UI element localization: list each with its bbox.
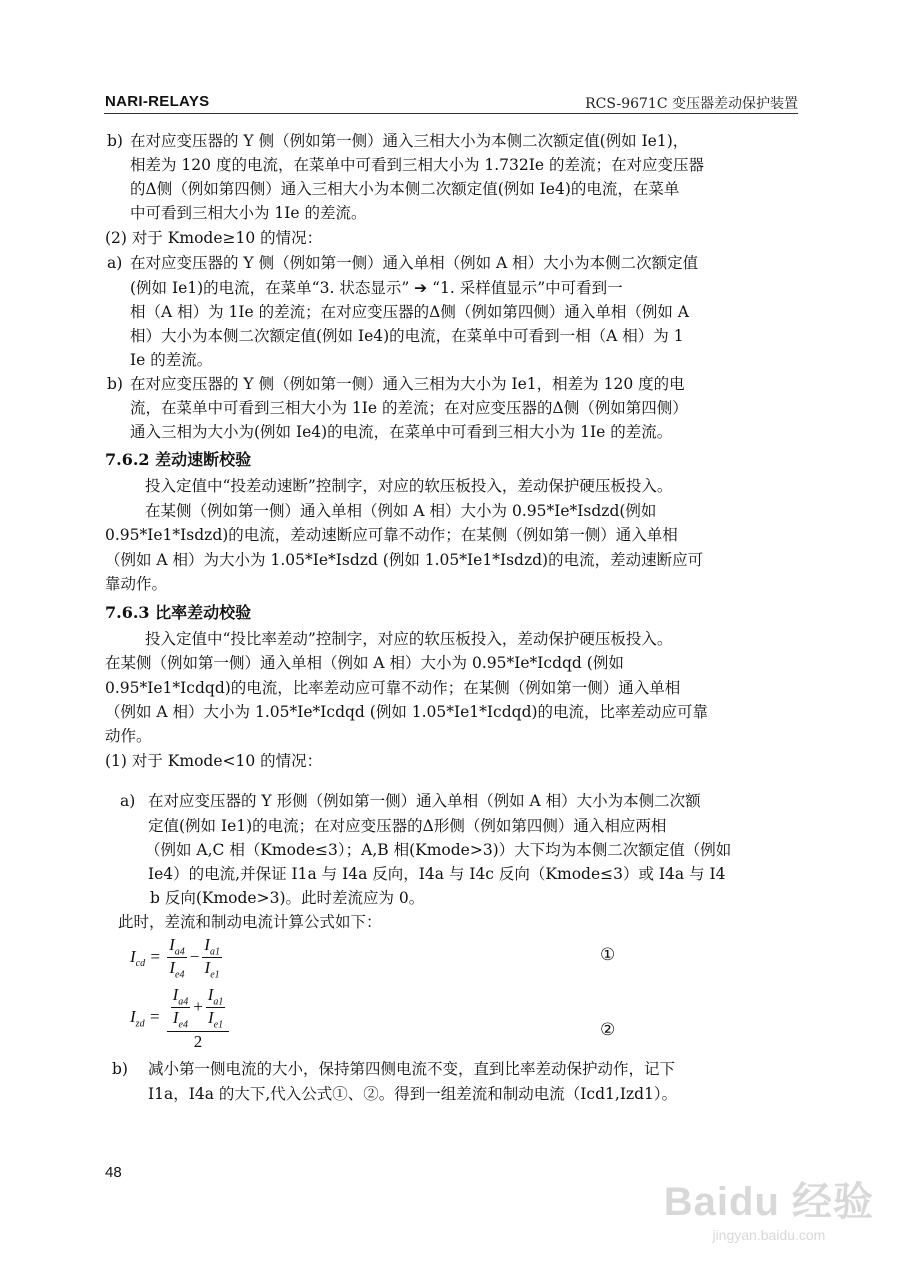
text-line: (例如 Ie1)的电流，在菜单“3. 状态显示” ➔ “1. 采样值显示”中可看到一	[130, 279, 623, 297]
section-heading: 7.6.2 差动速断校验	[105, 450, 252, 469]
lhs-sub: cd	[135, 958, 146, 970]
d1: I	[172, 1008, 179, 1028]
text-line: 在某侧（例如第一侧）通入单相（例如 A 相）大小为 0.95*Ie*Icdqd (例如	[105, 654, 624, 672]
text-line: 此时，差流和制动电流计算公式如下：	[118, 913, 382, 931]
n2: I	[204, 935, 210, 954]
text-line: 相（A 相）为 1Ie 的差流；在对应变压器的Δ侧（例如第四侧）通入单相（例如 A	[130, 303, 689, 321]
text-line: 的Δ侧（例如第四侧）通入三相大小为本侧二次额定值(例如 Ie4)的电流，在菜单	[130, 180, 680, 198]
text-line: 动作。	[105, 727, 152, 745]
document-title-header: RCS-9671C 变压器差动保护装置	[585, 96, 798, 112]
watermark-logo: Baidu 经验	[663, 1180, 874, 1224]
list-marker: b)	[107, 375, 123, 393]
formula-tag-2: ②	[600, 1020, 616, 1040]
n2-sub: a1	[213, 996, 224, 1008]
page-number: 48	[105, 1164, 122, 1181]
section-heading: 7.6.3 比率差动校验	[105, 603, 252, 622]
operator: −	[188, 946, 201, 966]
text-line: （例如 A 相）大小为 1.05*Ie*Icdqd (例如 1.05*Ie1*Icdqd)的电流，比率差动应可靠	[105, 703, 709, 721]
list-marker: b)	[107, 132, 123, 150]
text-line: 通入三相为大小为(例如 Ie4)的电流，在菜单中可看到三相大小为 1Ie 的差流。	[130, 423, 673, 441]
d2: I	[204, 958, 211, 978]
formula-izd: $I_{zd}$ = $\frac{I_{a4}}{I_{e4}}$ + $\frac{I_{a1}}{I_{e1}}$ 2	[130, 985, 231, 1052]
text-line: 相差为 120 度的电流，在菜单中可看到三相大小为 1.732Ie 的差流；在对应变压器	[130, 156, 704, 174]
text-line: (2) 对于 Kmode≥10 的情况：	[105, 229, 323, 247]
n1-sub: a4	[174, 946, 185, 958]
text-line: 在对应变压器的 Y 形侧（例如第一侧）通入单相（例如 A 相）大小为本侧二次额	[148, 792, 701, 810]
lhs: I	[130, 946, 136, 966]
list-marker: b)	[112, 1060, 128, 1078]
text-line: 在对应变压器的 Y 侧（例如第一侧）通入三相大小为本侧二次额定值(例如 Ie1)，	[130, 132, 689, 150]
text-line: 中可看到三相大小为 1Ie 的差流。	[130, 204, 367, 222]
lhs-sub: zd	[135, 1018, 145, 1030]
text-line: 在对应变压器的 Y 侧（例如第一侧）通入单相（例如 A 相）大小为本侧二次额定值	[130, 254, 699, 272]
d2-sub: e1	[210, 969, 220, 981]
text-line: 在某侧（例如第一侧）通入单相（例如 A 相）大小为 0.95*Ie*Isdzd(例如	[145, 502, 657, 520]
watermark	[664, 1170, 874, 1243]
text-line: 流，在菜单中可看到三相大小为 1Ie 的差流；在对应变压器的Δ侧（例如第四侧）	[130, 399, 688, 417]
d2: I	[207, 1008, 214, 1028]
text-line: b 反向(Kmode>3)。此时差流应为 0。	[150, 889, 425, 907]
d2-sub: e1	[213, 1019, 224, 1031]
d1: I	[169, 958, 176, 978]
operator: +	[192, 996, 204, 1016]
n1-sub: a4	[178, 996, 189, 1008]
text-line: I1a，I4a 的大下,代入公式①、②。得到一组差流和制动电流（Icd1,Izd1）。	[148, 1085, 678, 1103]
text-line: 0.95*Ie1*Icdqd)的电流，比率差动应可靠不动作；在某侧（例如第一侧）通入单相	[105, 679, 681, 697]
d1-sub: e4	[178, 1019, 188, 1031]
n1: I	[169, 935, 175, 954]
text-line: 相）大小为本侧二次额定值(例如 Ie4)的电流，在菜单中可看到一相（A 相）为 1	[130, 327, 684, 345]
n2-sub: a1	[209, 946, 220, 958]
lhs: I	[130, 1007, 136, 1027]
text-line: 减小第一侧电流的大小，保持第四侧电流不变，直到比率差动保护动作，记下	[148, 1060, 676, 1078]
text-line: 投入定值中“投差动速断”控制字，对应的软压板投入，差动保护硬压板投入。	[145, 477, 673, 495]
text-line: Ie 的差流。	[130, 351, 213, 369]
formula-tag-1: ①	[600, 945, 616, 965]
denominator: 2	[193, 1031, 203, 1051]
brand-header: NARI-RELAYS	[105, 93, 210, 110]
watermark-url: jingyan.baidu.com	[712, 1227, 826, 1243]
d1-sub: e4	[175, 969, 185, 981]
list-marker: a)	[120, 792, 136, 810]
n2: I	[207, 985, 214, 1004]
text-line: 0.95*Ie1*Isdzd)的电流，差动速断应可靠不动作；在某侧（例如第一侧）通入单相	[105, 526, 678, 544]
text-line: （例如 A,C 相（Kmode≤3）；A,B 相(Kmode>3)）大下均为本侧二次额定值（例如	[145, 841, 732, 859]
text-line: 投入定值中“投比率差动”控制字，对应的软压板投入，差动保护硬压板投入。	[145, 630, 673, 648]
list-marker: a)	[107, 254, 123, 272]
text-line: 在对应变压器的 Y 侧（例如第一侧）通入三相为大小为 Ie1，相差为 120 度的电	[130, 375, 685, 393]
text-line: 定值(例如 Ie1)的电流；在对应变压器的Δ形侧（例如第四侧）通入相应两相	[148, 817, 667, 835]
header-rule	[104, 113, 798, 114]
text-line: Ie4）的电流,并保证 I1a 与 I4a 反向，I4a 与 I4c 反向（Kmode≤3）或 I4a 与 I4	[148, 865, 726, 883]
text-line: (1) 对于 Kmode<10 的情况：	[105, 752, 323, 770]
formula-icd: $I_{cd}$ = $\frac{I_{a4}}{I_{e4}}$ − $\frac{I_{a1}}{I_{e1}}$	[130, 935, 220, 981]
text-line: （例如 A 相）为大小为 1.05*Ie*Isdzd (例如 1.05*Ie1*Isdzd)的电流，差动速断应可	[105, 551, 704, 569]
text-line: 靠动作。	[105, 575, 168, 593]
n1: I	[172, 985, 179, 1004]
